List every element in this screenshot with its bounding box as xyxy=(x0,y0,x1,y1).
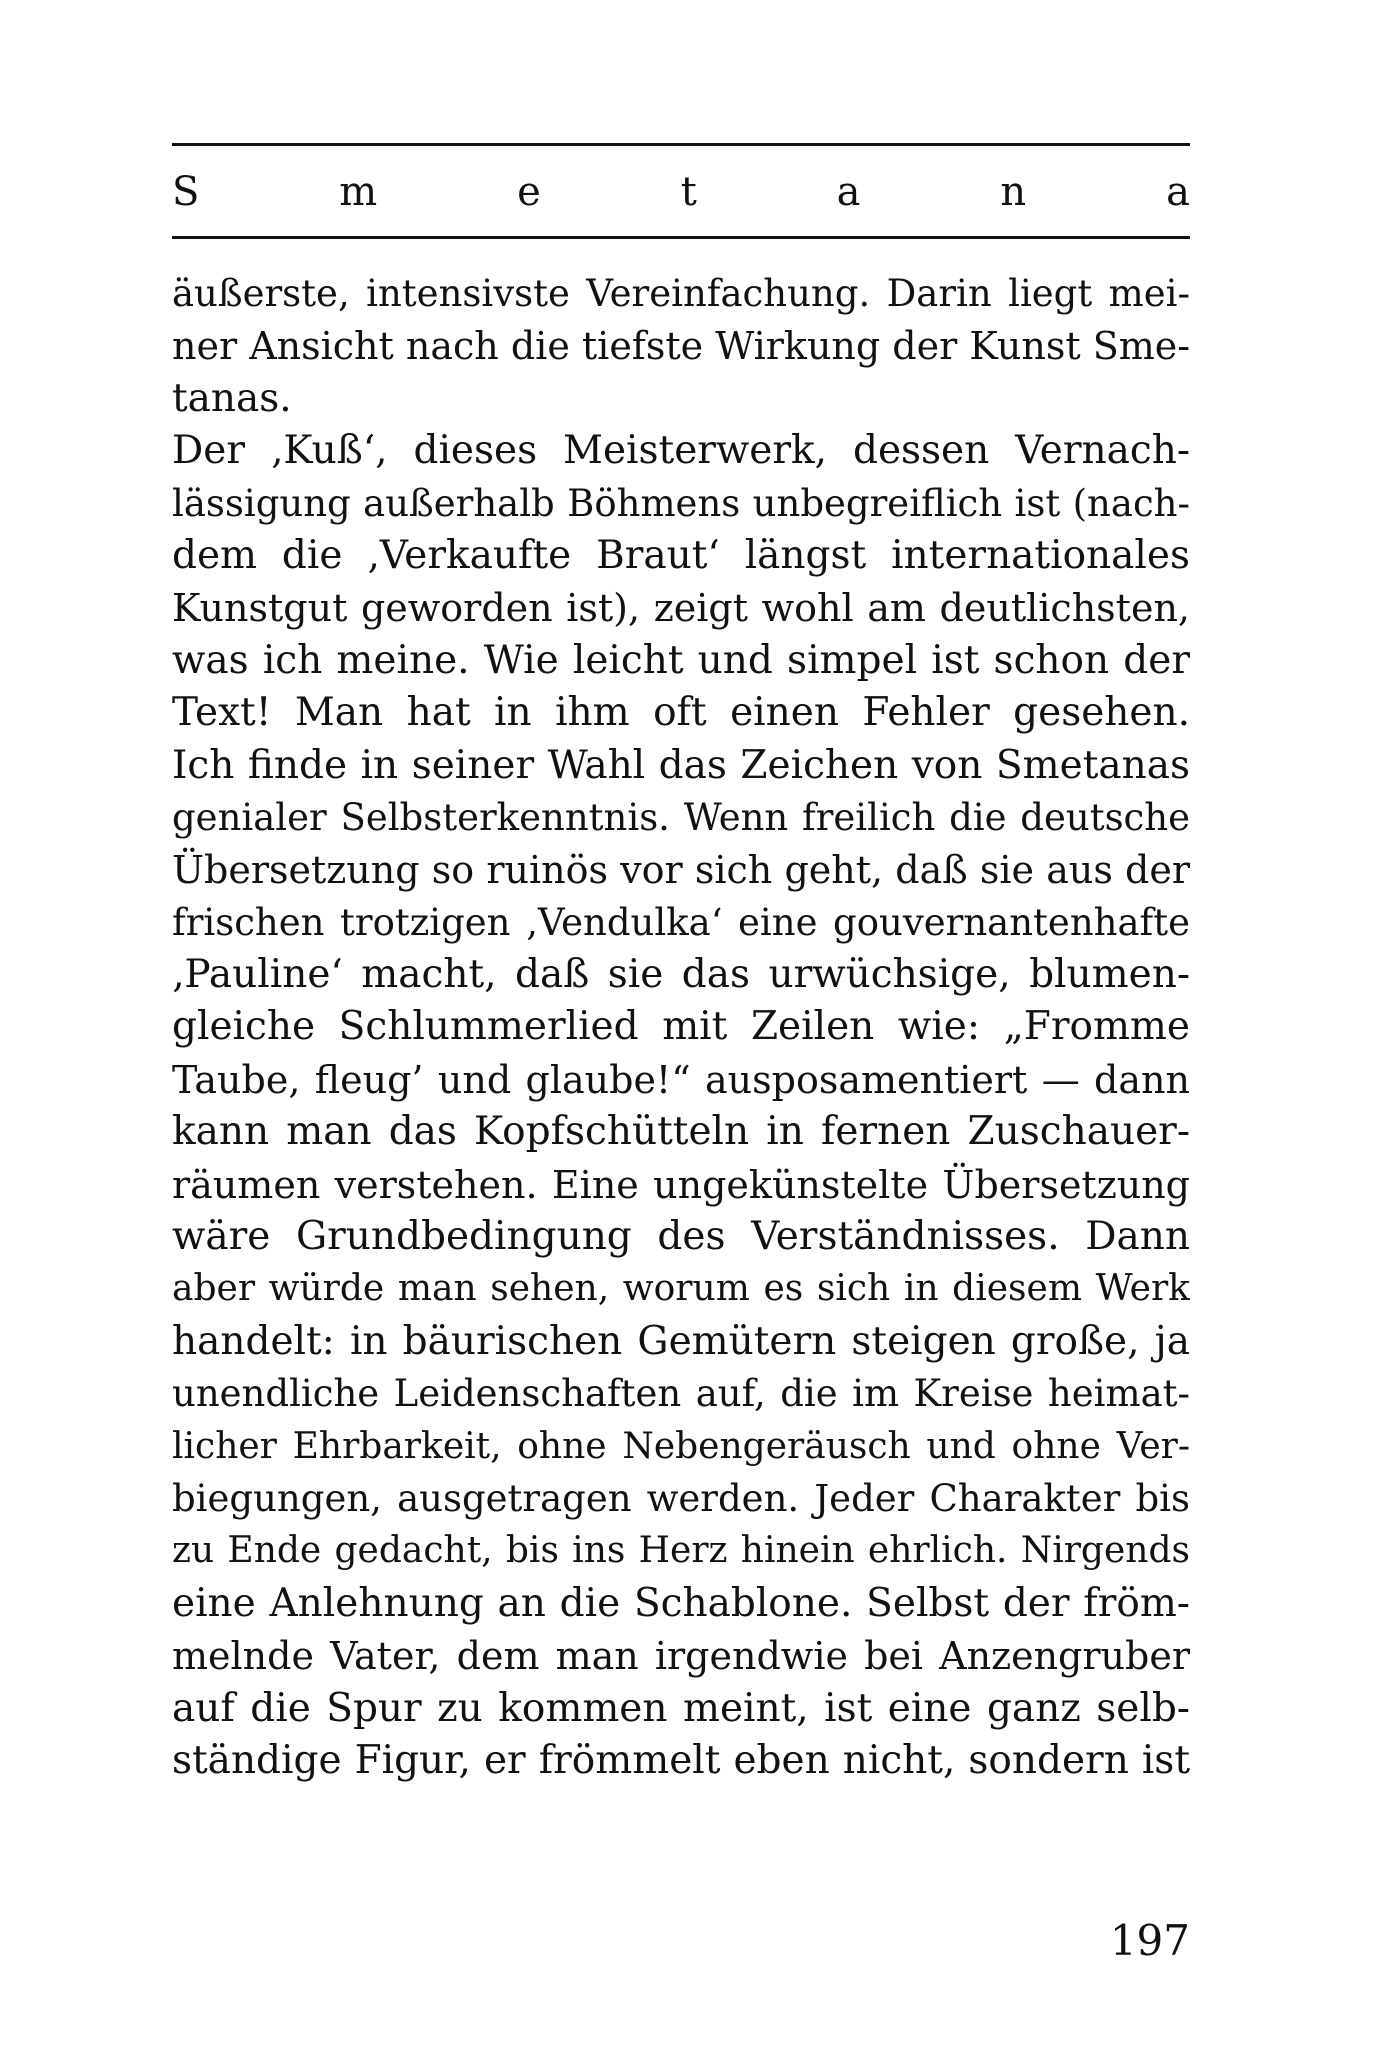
text-line: räumen verstehen. Eine ungekünstelte Übersetzung xyxy=(172,1162,1190,1207)
text-line: zu Ende gedacht, bis ins Herz hinein ehrlich. Nirgends xyxy=(172,1530,1190,1572)
text-line: eine Anlehnung an die Schablone. Selbst der fröm- xyxy=(172,1580,1190,1626)
running-head-letter: a xyxy=(1166,169,1190,215)
running-head xyxy=(172,162,1190,222)
running-head-letter: a xyxy=(836,169,861,215)
text-line: aber würde man sehen, worum es sich in diesem Werk xyxy=(172,1268,1190,1310)
running-head-letter: n xyxy=(1000,169,1027,215)
text-line: ner Ansicht nach die tiefste Wirkung der Kunst Sme- xyxy=(172,324,1190,369)
text-line: tanas. xyxy=(172,375,292,421)
running-head-letter: t xyxy=(680,169,697,215)
text-line: gleiche Schlummerlied mit Zeilen wie: „Fromme xyxy=(172,1004,1190,1050)
text-line: Der ‚Kuß‘, dieses Meisterwerk, dessen Vernach- xyxy=(172,428,1190,474)
text-line: licher Ehrbarkeit, ohne Nebengeräusch und ohne Ver- xyxy=(172,1425,1190,1467)
text-line: melnde Vater, dem man irgendwie bei Anzengruber xyxy=(172,1634,1190,1679)
text-line: unendliche Leidenschaften auf, die im Kreise heimat- xyxy=(172,1372,1190,1416)
text-line: biegungen, ausgetragen werden. Jeder Charakter bis xyxy=(172,1476,1190,1520)
text-line: Taube, fleug’ und glaube!“ ausposamentiert — dann xyxy=(172,1057,1190,1102)
text-line: handelt: in bäurischen Gemütern steigen große, ja xyxy=(172,1318,1190,1364)
text-line: auf die Spur zu kommen meint, ist eine ganz selb- xyxy=(172,1685,1190,1731)
text-line: wäre Grundbedingung des Verständnisses. Dann xyxy=(172,1214,1190,1260)
running-head-letter: e xyxy=(517,169,541,215)
text-line: äußerste, intensivste Vereinfachung. Darin liegt mei- xyxy=(172,272,1190,315)
header-rule-bottom xyxy=(172,236,1190,239)
text-line: lässigung außerhalb Böhmens unbegreiflich ist (nach- xyxy=(172,481,1190,525)
text-line: Kunstgut geworden ist), zeigt wohl am deutlichsten, xyxy=(172,586,1190,631)
header-rule-top xyxy=(172,143,1190,146)
running-head-letter: S xyxy=(172,169,200,215)
running-head-letter: m xyxy=(339,169,378,215)
text-line: genialer Selbsterkenntnis. Wenn freilich die deutsche xyxy=(172,795,1190,839)
text-line: ständige Figur, er frömmelt eben nicht, sondern ist xyxy=(172,1737,1190,1783)
text-line: ‚Pauline‘ macht, daß sie das urwüchsige, blumen- xyxy=(172,952,1190,998)
page-number: 197 xyxy=(1109,1916,1190,1965)
text-line: Ich finde in seiner Wahl das Zeichen von Smetanas xyxy=(172,742,1190,788)
text-line: was ich meine. Wie leicht und simpel ist schon der xyxy=(172,637,1190,683)
text-line: frischen trotzigen ‚Vendulka‘ eine gouvernantenhafte xyxy=(172,900,1190,944)
text-line: dem die ‚Verkaufte Braut‘ längst internationales xyxy=(172,532,1190,578)
text-line: kann man das Kopfschütteln in fernen Zuschauer- xyxy=(172,1109,1190,1155)
body-text xyxy=(172,268,1190,1787)
text-line: Text! Man hat in ihm oft einen Fehler gesehen. xyxy=(172,690,1190,736)
text-line: Übersetzung so ruinös vor sich geht, daß sie aus der xyxy=(172,848,1190,893)
